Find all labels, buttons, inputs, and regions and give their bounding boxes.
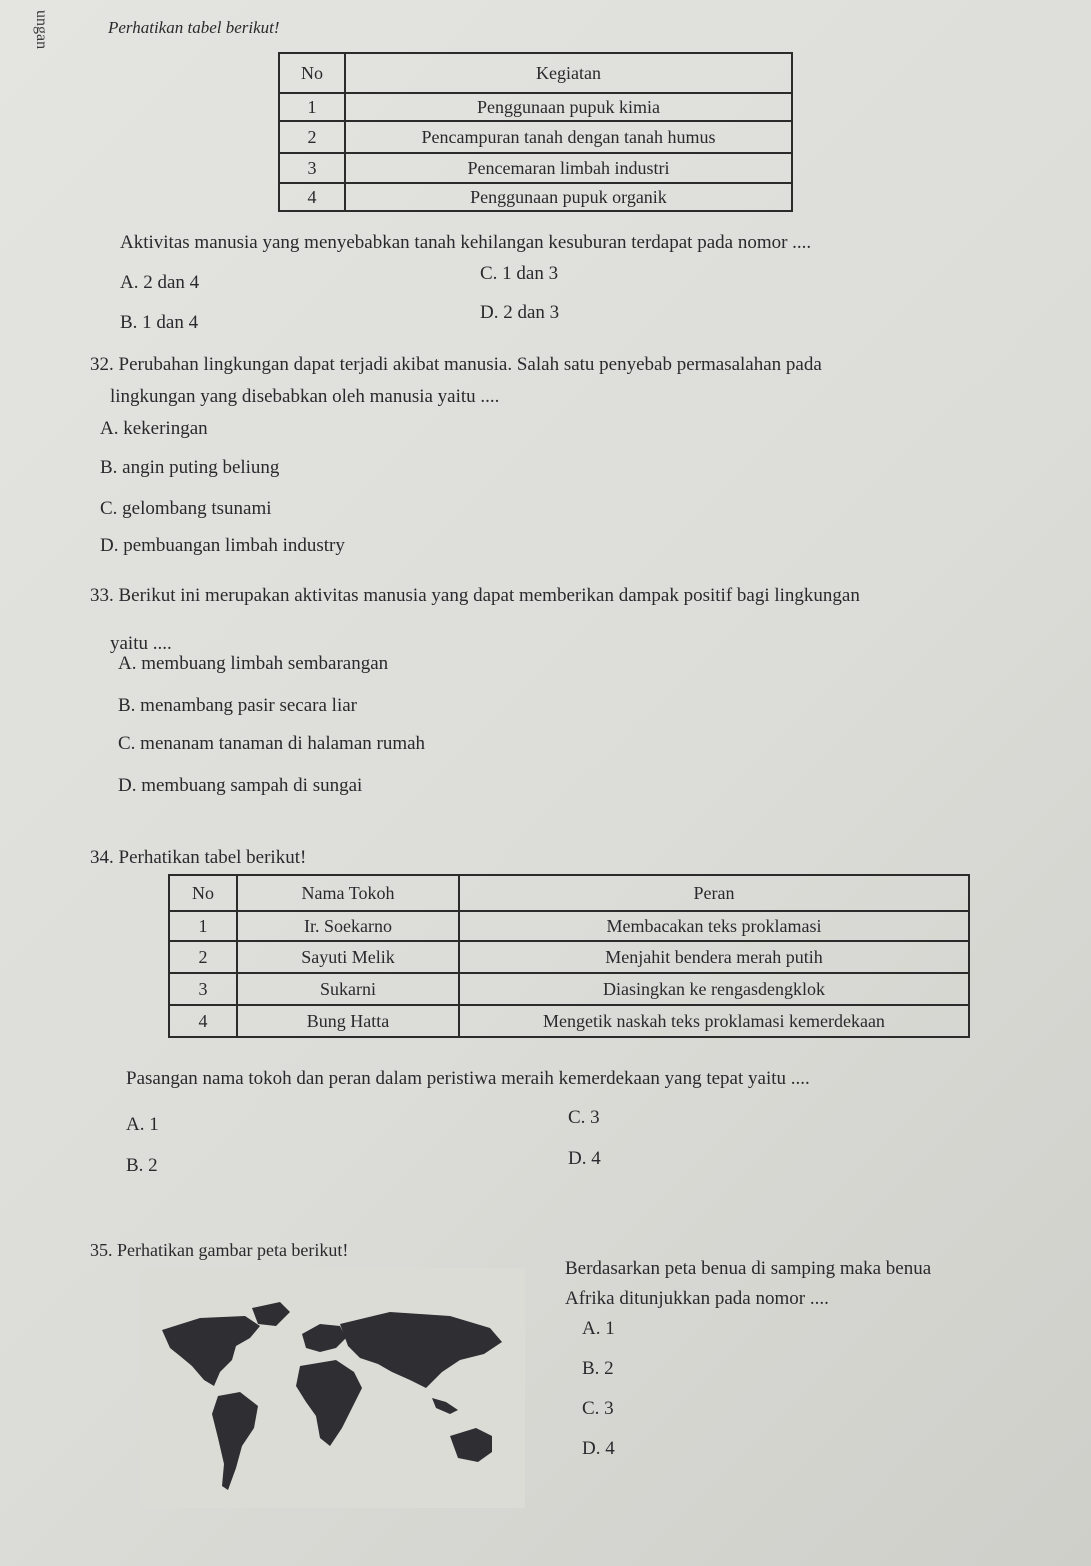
q34-cell: 2 xyxy=(169,941,237,973)
q34-table xyxy=(168,874,970,1038)
q31-cell: Penggunaan pupuk kimia xyxy=(345,93,792,121)
world-map xyxy=(140,1268,525,1508)
q35-option-d[interactable]: D. 4 xyxy=(582,1438,615,1459)
q34-option-c[interactable]: C. 3 xyxy=(568,1107,600,1128)
q35-question-line1: Berdasarkan peta benua di samping maka benua xyxy=(565,1258,932,1279)
q34-cell: Sukarni xyxy=(237,973,459,1005)
q31-intro: Perhatikan tabel berikut! xyxy=(108,18,280,37)
q31-cell: 1 xyxy=(279,93,345,121)
q34-cell: 4 xyxy=(169,1005,237,1037)
q35-option-b[interactable]: B. 2 xyxy=(582,1358,614,1379)
q35-option-c[interactable]: C. 3 xyxy=(582,1398,614,1419)
q33-option-b[interactable]: B. menambang pasir secara liar xyxy=(118,695,357,716)
q32-option-b[interactable]: B. angin puting beliung xyxy=(100,457,280,478)
q31-option-c[interactable]: C. 1 dan 3 xyxy=(480,263,559,284)
q34-cell: 1 xyxy=(169,911,237,941)
world-map-svg xyxy=(140,1268,525,1508)
q32-option-c[interactable]: C. gelombang tsunami xyxy=(100,498,272,519)
q34-option-d[interactable]: D. 4 xyxy=(568,1148,601,1169)
q33-option-a[interactable]: A. membuang limbah sembarangan xyxy=(118,653,389,674)
q34-intro: 34. Perhatikan tabel berikut! xyxy=(90,847,307,868)
q34-header-peran: Peran xyxy=(459,875,969,911)
q34-cell: Bung Hatta xyxy=(237,1005,459,1037)
q34-cell: Sayuti Melik xyxy=(237,941,459,973)
q31-header-kegiatan: Kegiatan xyxy=(345,53,792,93)
q34-cell: Ir. Soekarno xyxy=(237,911,459,941)
q31-cell: 2 xyxy=(279,121,345,153)
q31-option-b[interactable]: B. 1 dan 4 xyxy=(120,312,199,333)
q34-cell: Diasingkan ke rengasdengklok xyxy=(459,973,969,1005)
q33-question-line1: 33. Berikut ini merupakan aktivitas manusia yang dapat memberikan dampak positif bagi lingkungan xyxy=(90,585,860,606)
q33-question-line2: yaitu .... xyxy=(110,633,172,654)
q31-cell: 3 xyxy=(279,153,345,183)
q31-cell: 4 xyxy=(279,183,345,211)
q34-option-b[interactable]: B. 2 xyxy=(126,1155,158,1176)
q32-question-line2: lingkungan yang disebabkan oleh manusia yaitu .... xyxy=(110,386,500,407)
q34-cell: Menjahit bendera merah putih xyxy=(459,941,969,973)
q35-intro: 35. Perhatikan gambar peta berikut! xyxy=(90,1240,349,1260)
q34-cell: Membacakan teks proklamasi xyxy=(459,911,969,941)
q33-option-c[interactable]: C. menanam tanaman di halaman rumah xyxy=(118,733,426,754)
q35-option-a[interactable]: A. 1 xyxy=(582,1318,615,1339)
q31-cell: Pencemaran limbah industri xyxy=(345,153,792,183)
q34-header-nama: Nama Tokoh xyxy=(237,875,459,911)
q34-cell: Mengetik naskah teks proklamasi kemerdekaan xyxy=(459,1005,969,1037)
q35-question-line2: Afrika ditunjukkan pada nomor .... xyxy=(565,1288,829,1309)
q34-question: Pasangan nama tokoh dan peran dalam peristiwa meraih kemerdekaan yang tepat yaitu .... xyxy=(126,1068,810,1089)
margin-note: ungan xyxy=(33,10,50,50)
q34-option-a[interactable]: A. 1 xyxy=(126,1114,159,1135)
q34-header-no: No xyxy=(169,875,237,911)
q31-cell: Pencampuran tanah dengan tanah humus xyxy=(345,121,792,153)
q32-option-d[interactable]: D. pembuangan limbah industry xyxy=(100,535,345,556)
q31-header-no: No xyxy=(279,53,345,93)
q33-option-d[interactable]: D. membuang sampah di sungai xyxy=(118,775,363,796)
q32-option-a[interactable]: A. kekeringan xyxy=(100,418,208,439)
q31-table xyxy=(278,52,793,212)
q32-question-line1: 32. Perubahan lingkungan dapat terjadi akibat manusia. Salah satu penyebab permasalahan pada xyxy=(90,354,822,375)
q31-cell: Penggunaan pupuk organik xyxy=(345,183,792,211)
q31-question: Aktivitas manusia yang menyebabkan tanah kehilangan kesuburan terdapat pada nomor .... xyxy=(120,232,812,253)
q31-option-d[interactable]: D. 2 dan 3 xyxy=(480,302,560,323)
q34-cell: 3 xyxy=(169,973,237,1005)
q31-option-a[interactable]: A. 2 dan 4 xyxy=(120,272,200,293)
